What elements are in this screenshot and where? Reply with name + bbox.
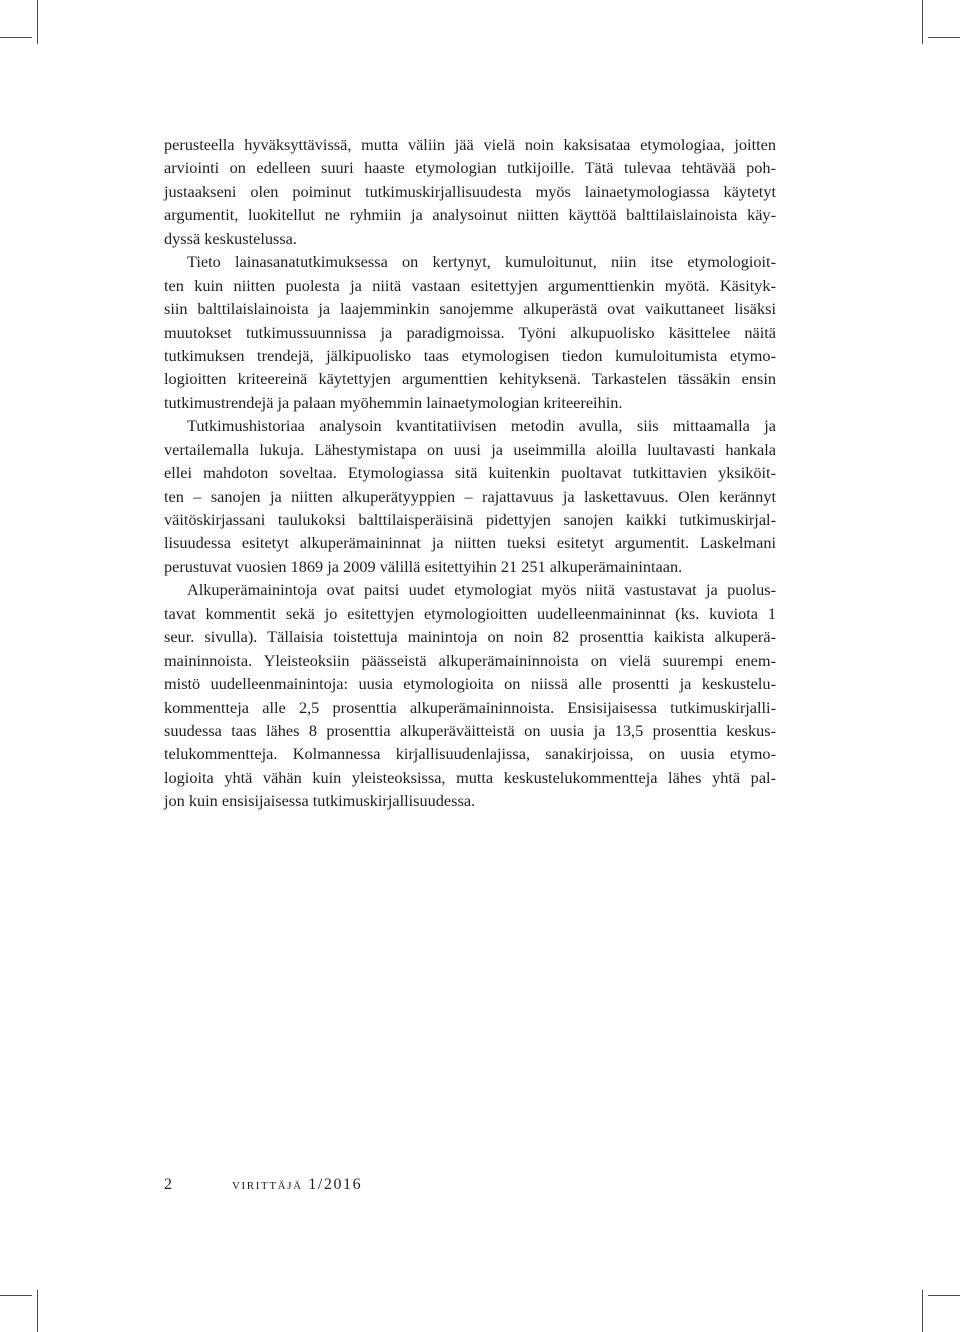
text-line: justaakseni olen poiminut tutkimuskirjallisuudesta myös lainaetymologiassa käytetyt	[164, 181, 776, 201]
body-text	[164, 133, 776, 813]
page-footer	[164, 1175, 362, 1195]
text-line: seur. sivulla). Tällaisia toistettuja mainintoja on noin 82 prosenttia kaikista alkuperä-	[164, 627, 776, 647]
text-line: Alkuperämainintoja ovat paitsi uudet etymologiat myös niitä vastustavat ja puolus-	[187, 580, 776, 600]
text-line: muutokset tutkimussuunnissa ja paradigmoissa. Työni alkupuolisko käsittelee näitä	[164, 322, 776, 342]
text-line: argumentit, luokitellut ne ryhmiin ja analysoinut niitten käyttöä balttilaislainoista käy-	[164, 205, 776, 225]
text-line: väitöskirjassani taulukoksi balttilaisperäisinä pidettyjen sanojen kaikki tutkimuskirjal-	[164, 510, 776, 529]
crop-mark	[922, 1290, 923, 1332]
text-line: kommentteja alle 2,5 prosenttia alkuperämaininnoista. Ensisijaisessa tutkimuskirjalli-	[164, 697, 776, 717]
text-line: perustuvat vuosien 1869 ja 2009 välillä esitettyihin 21 251 alkuperämainintaan.	[164, 556, 683, 576]
text-line: Tutkimushistoriaa analysoin kvantitatiivisen metodin avulla, siis mittaamalla ja	[187, 416, 776, 436]
crop-mark	[922, 0, 923, 44]
text-line: jon kuin ensisijaisessa tutkimuskirjallisuudessa.	[164, 791, 476, 811]
page-number: 2	[164, 1176, 172, 1193]
text-line: mistö uudelleenmainintoja: uusia etymologioita on niissä alle prosentti ja keskustelu-	[164, 674, 776, 694]
text-line: telukommentteja. Kolmannessa kirjallisuudenlajissa, sanakirjoissa, on uusia etymo-	[164, 744, 776, 764]
crop-mark	[928, 37, 960, 38]
crop-mark	[0, 37, 32, 38]
text-line: tutkimustrendejä ja palaan myöhemmin lainaetymologian kriteereihin.	[164, 392, 623, 412]
text-line: dyssä keskustelussa.	[164, 228, 297, 248]
text-line: suudessa taas lähes 8 prosenttia alkuperäväitteistä on uusia ja 13,5 prosenttia keskus-	[164, 720, 776, 740]
text-line: siin balttilaislainoista ja laajemminkin sanojemme alkuperästä ovat vaikuttaneet lisäksi	[164, 299, 776, 319]
crop-mark	[37, 0, 38, 44]
text-line: Tieto lainasanatutkimuksessa on kertynyt, kumuloitunut, niin itse etymologioit-	[187, 252, 776, 272]
text-line: logioita yhtä vähän kuin yleisteoksissa, mutta keskustelukommentteja lähes yhtä pal-	[164, 767, 776, 787]
paragraph	[164, 133, 776, 250]
text-line: vertailemalla lukuja. Lähestymistapa on uusi ja useimmilla aloilla luultavasti hankala	[164, 439, 776, 459]
paragraph	[164, 250, 776, 414]
text-line: ten – sanojen ja niitten alkuperätyyppien – rajattavuus ja laskettavuus. Olen kerännyt	[164, 486, 776, 506]
paragraph	[164, 414, 776, 578]
text-line: tutkimuksen trendejä, jälkipuolisko taas etymologisen tiedon kumuloitumista etymo-	[164, 345, 776, 365]
text-line: perusteella hyväksyttävissä, mutta väliin jää vielä noin kaksisataa etymologiaa, joitten	[164, 135, 776, 154]
text-line: logioitten kriteereinä käytettyjen argumenttien kehityksenä. Tarkastelen tässäkin ensin	[164, 369, 776, 389]
text-line: ellei mahdoton soveltaa. Etymologiassa sitä kuitenkin puoltavat tutkittavien yksiköit-	[164, 463, 776, 483]
text-line: arviointi on edelleen suuri haaste etymologian tutkijoille. Tätä tulevaa tehtävää poh-	[164, 158, 776, 178]
crop-mark	[37, 1290, 38, 1332]
crop-mark	[928, 1295, 960, 1296]
text-line: tavat kommentit sekä jo esitettyjen etymologioitten uudelleenmaininnat (ks. kuviota 1	[164, 603, 776, 623]
text-line: ten kuin niitten puolesta ja niitä vastaan esitettyjen argumenttienkin myötä. Käsityk-	[164, 275, 776, 295]
text-line: maininnoista. Yleisteoksiin päässeistä alkuperämaininnoista on vielä suurempi enem-	[164, 650, 776, 670]
text-line: lisuudessa esitetyt alkuperämaininnat ja niitten tueksi esitetyt argumentit. Laskelmani	[164, 533, 776, 553]
journal-issue: virittäjä 1/2016	[232, 1176, 363, 1193]
crop-mark	[0, 1295, 32, 1296]
paragraph	[164, 578, 776, 812]
